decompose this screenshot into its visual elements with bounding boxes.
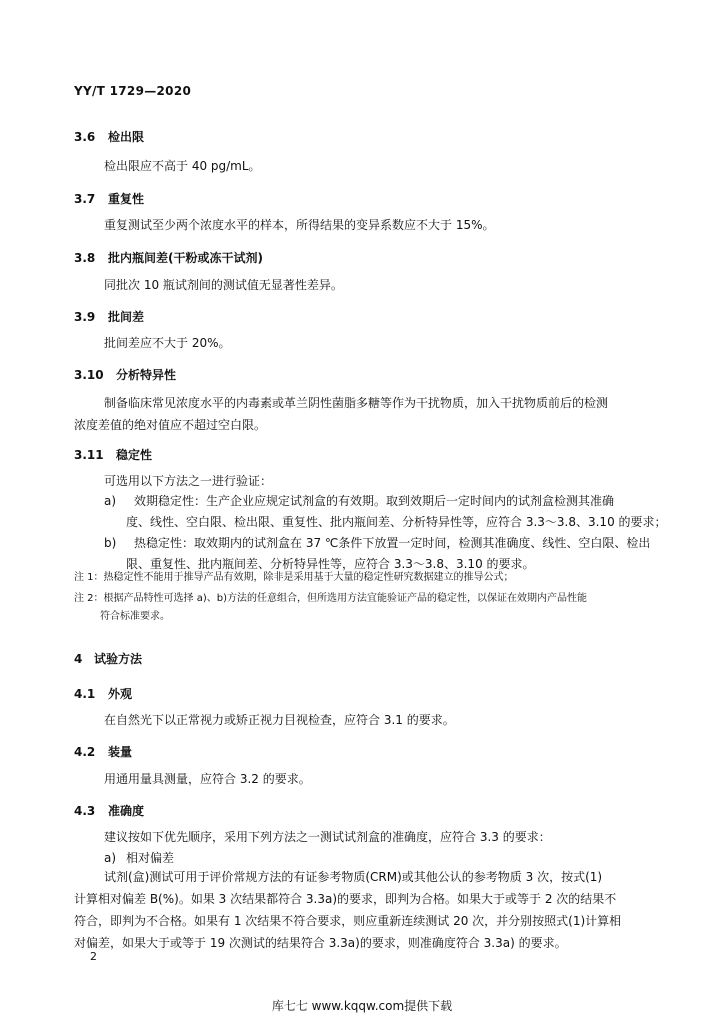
section-intro-4-3: 建议按如下优先顺序，采用下列方法之一测试试剂盒的准确度，应符合 3.3 的要求： xyxy=(104,830,551,844)
section-number: 3.9 xyxy=(74,310,96,324)
section-text-4-1: 在自然光下以正常视力或矫正视力目视检查，应符合 3.1 的要求。 xyxy=(104,713,455,727)
section-title: 外观 xyxy=(108,687,133,701)
section-number: 4.1 xyxy=(74,687,96,701)
list-label: a) xyxy=(104,851,117,865)
text-line: 浓度差值的绝对值应不超过空白限。 xyxy=(74,418,267,432)
section-title: 装量 xyxy=(108,745,133,759)
standard-number: YY/T 1729—2020 xyxy=(74,84,192,98)
section-number: 4.3 xyxy=(74,804,96,818)
download-footer: 库七七 www.kqqw.com提供下载 xyxy=(271,999,453,1013)
note-text: 注 2：根据产品特性可选择 a)、b)方法的任意组合，但所选用方法宜能验证产品的稳定性，以保证在效期内产品性能 xyxy=(74,593,587,604)
section-number: 3.11 xyxy=(74,448,104,462)
list-label: b) xyxy=(104,536,117,550)
section-heading-3-11 xyxy=(74,446,152,463)
page-number: 2 xyxy=(90,950,97,963)
section-title: 重复性 xyxy=(108,192,145,206)
section-heading-3-9 xyxy=(74,308,144,325)
subsection-title: 相对偏差 xyxy=(126,851,175,865)
section-heading-3-6 xyxy=(74,128,144,145)
list-text-continued: 度、线性、空白限、检出限、重复性、批内瓶间差、分析特异性等，应符合 3.3～3.8、3.10 的要求； xyxy=(126,515,667,529)
section-title: 试验方法 xyxy=(94,652,143,666)
section-text-4-3 xyxy=(74,866,652,954)
section-title: 检出限 xyxy=(108,130,145,144)
section-title: 批内瓶间差(干粉或冻干试剂) xyxy=(108,251,263,265)
list-text: 热稳定性：取效期内的试剂盒在 37 ℃条件下放置一定时间，检测其准确度、线性、空白限、检出 xyxy=(134,536,651,550)
text-line: 试剂(盒)测试可用于评价常规方法的有证参考物质(CRM)或其他公认的参考物质 3 次，按式(1) xyxy=(104,870,603,884)
section-text-3-7: 重复测试至少两个浓度水平的样本，所得结果的变异系数应不大于 15%。 xyxy=(104,218,495,232)
section-number: 3.7 xyxy=(74,192,96,206)
note-text-continued: 符合标准要求。 xyxy=(100,611,170,622)
section-heading-3-10 xyxy=(74,366,176,383)
section-text-3-9: 批间差应不大于 20%。 xyxy=(104,336,231,350)
text-line: 对偏差，如果大于或等于 19 次测试的结果符合 3.3a)的要求，则准确度符合 3.3a) 的要求。 xyxy=(74,936,567,950)
section-text-3-8: 同批次 10 瓶试剂间的测试值无显著性差异。 xyxy=(104,278,343,292)
note-2 xyxy=(74,590,587,626)
section-number: 4.2 xyxy=(74,745,96,759)
list-item-a xyxy=(74,491,667,533)
list-label: a) xyxy=(104,494,117,508)
section-title: 稳定性 xyxy=(116,448,153,462)
section-title: 准确度 xyxy=(108,804,145,818)
section-text-3-6: 检出限应不高于 40 pg/mL。 xyxy=(104,159,261,173)
section-heading-4-2 xyxy=(74,743,132,760)
text-line: 制备临床常见浓度水平的内毒素或革兰阴性菌脂多糖等作为干扰物质，加入干扰物质前后的检测 xyxy=(104,396,609,410)
section-number: 3.10 xyxy=(74,368,104,382)
list-text: 效期稳定性：生产企业应规定试剂盒的有效期。取到效期后一定时间内的试剂盒检测其准确 xyxy=(134,494,615,508)
section-title: 分析特异性 xyxy=(116,368,177,382)
section-title: 批间差 xyxy=(108,310,145,324)
section-number: 3.8 xyxy=(74,251,96,265)
section-text-3-10 xyxy=(74,392,652,436)
section-heading-4-1 xyxy=(74,685,132,702)
section-text-4-2: 用通用量具测量，应符合 3.2 的要求。 xyxy=(104,772,311,786)
text-line: 计算相对偏差 B(%)。如果 3 次结果都符合 3.3a)的要求，即判为合格。如果大于或等于 2 次的结果不 xyxy=(74,892,617,906)
note-1: 注 1：热稳定性不能用于推导产品有效期，除非是采用基于大量的稳定性研究数据建立的推导公式； xyxy=(74,572,514,583)
text-line: 符合，即判为不合格。如果有 1 次结果不符合要求，则应重新连续测试 20 次，并分别按照式(1)计算相 xyxy=(74,914,622,928)
section-heading-4-3 xyxy=(74,802,144,819)
section-number: 3.6 xyxy=(74,130,96,144)
section-number: 4 xyxy=(74,652,83,666)
section-heading-3-8 xyxy=(74,249,263,266)
section-intro-3-11: 可选用以下方法之一进行验证： xyxy=(104,474,273,488)
section-heading-3-7 xyxy=(74,190,144,207)
subsection-heading-a xyxy=(104,849,174,867)
chapter-heading-4 xyxy=(74,650,142,667)
list-text-continued: 限、重复性、批内瓶间差、分析特异性等，应符合 3.3～3.8、3.10 的要求。 xyxy=(126,557,535,571)
